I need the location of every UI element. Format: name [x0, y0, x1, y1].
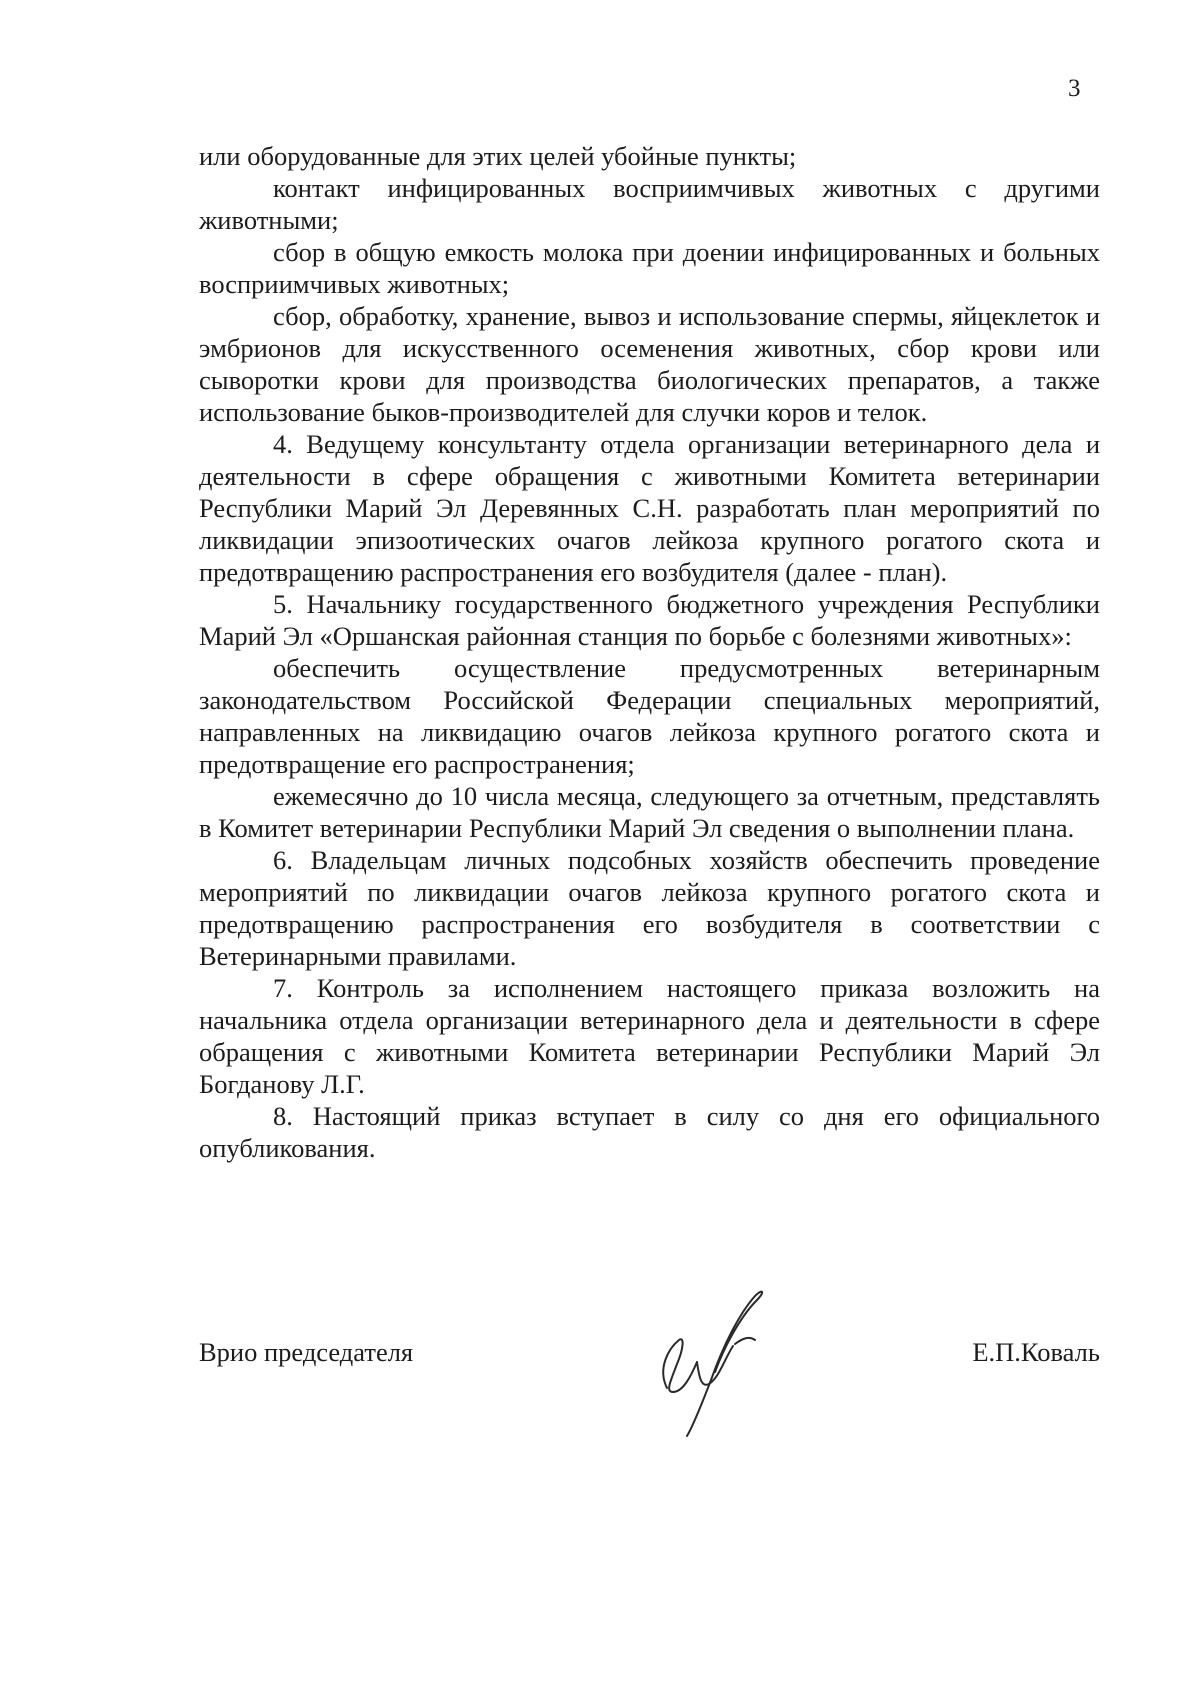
document-body	[199, 140, 1100, 1164]
paragraph-item-6: 6. Владельцам личных подсобных хозяйств обеспечить проведение мероприятий по ликвидации очагов лейкоза крупного рогатого скота и предотвращению распространения его возбудителя в соответствии с Ветеринарными правилами.	[199, 845, 1100, 971]
paragraph-item-5: 5. Начальнику государственного бюджетного учреждения Республики Марий Эл «Оршанская районная станция по борьбе с болезнями животных»:	[199, 589, 1100, 651]
paragraph-item-4: 4. Ведущему консультанту отдела организации ветеринарного дела и деятельности в сфере обращения с животными Комитета ветеринарии Республики Марий Эл Деревянных С.Н. разработать план мероприятий по ликвидации эпизоотических очагов лейкоза крупного рогатого скота и предотвращению распространения его возбудителя (далее - план).	[199, 429, 1100, 587]
signatory-name: Е.П.Коваль	[972, 1337, 1100, 1367]
paragraph-milk-collection: сбор в общую емкость молока при доении инфицированных и больных восприимчивых животных;	[199, 237, 1100, 299]
paragraph-sperm-collection: сбор, обработку, хранение, вывоз и использование спермы, яйцеклеток и эмбрионов для искусственного осеменения животных, сбор крови или сыворотки крови для производства биологических препаратов, а также использование быков-производителей для случки коров и телок.	[199, 301, 1100, 427]
paragraph-continuation: или оборудованные для этих целей убойные пункты;	[199, 141, 797, 171]
page-number: 3	[1068, 75, 1081, 102]
paragraph-item-5-reporting: ежемесячно до 10 числа месяца, следующего за отчетным, представлять в Комитет ветеринарии Республики Марий Эл сведения о выполнении плана.	[199, 781, 1100, 843]
signature-block	[199, 1320, 1100, 1420]
paragraph-item-5-measures: обеспечить осуществление предусмотренных ветеринарным законодательством Российской Федерации специальных мероприятий, направленных на ликвидацию очагов лейкоза крупного рогатого скота и предотвращение его распространения;	[199, 653, 1100, 779]
handwritten-signature	[639, 1280, 769, 1440]
signatory-position: Врио председателя	[199, 1337, 414, 1367]
paragraph-contact: контакт инфицированных восприимчивых животных с другими животными;	[199, 173, 1100, 235]
paragraph-item-7: 7. Контроль за исполнением настоящего приказа возложить на начальника отдела организации ветеринарного дела и деятельности в сфере обращения с животными Комитета ветеринарии Республики Марий Эл Богданову Л.Г.	[199, 973, 1100, 1099]
paragraph-item-8: 8. Настоящий приказ вступает в силу со дня его официального опубликования.	[199, 1101, 1100, 1163]
